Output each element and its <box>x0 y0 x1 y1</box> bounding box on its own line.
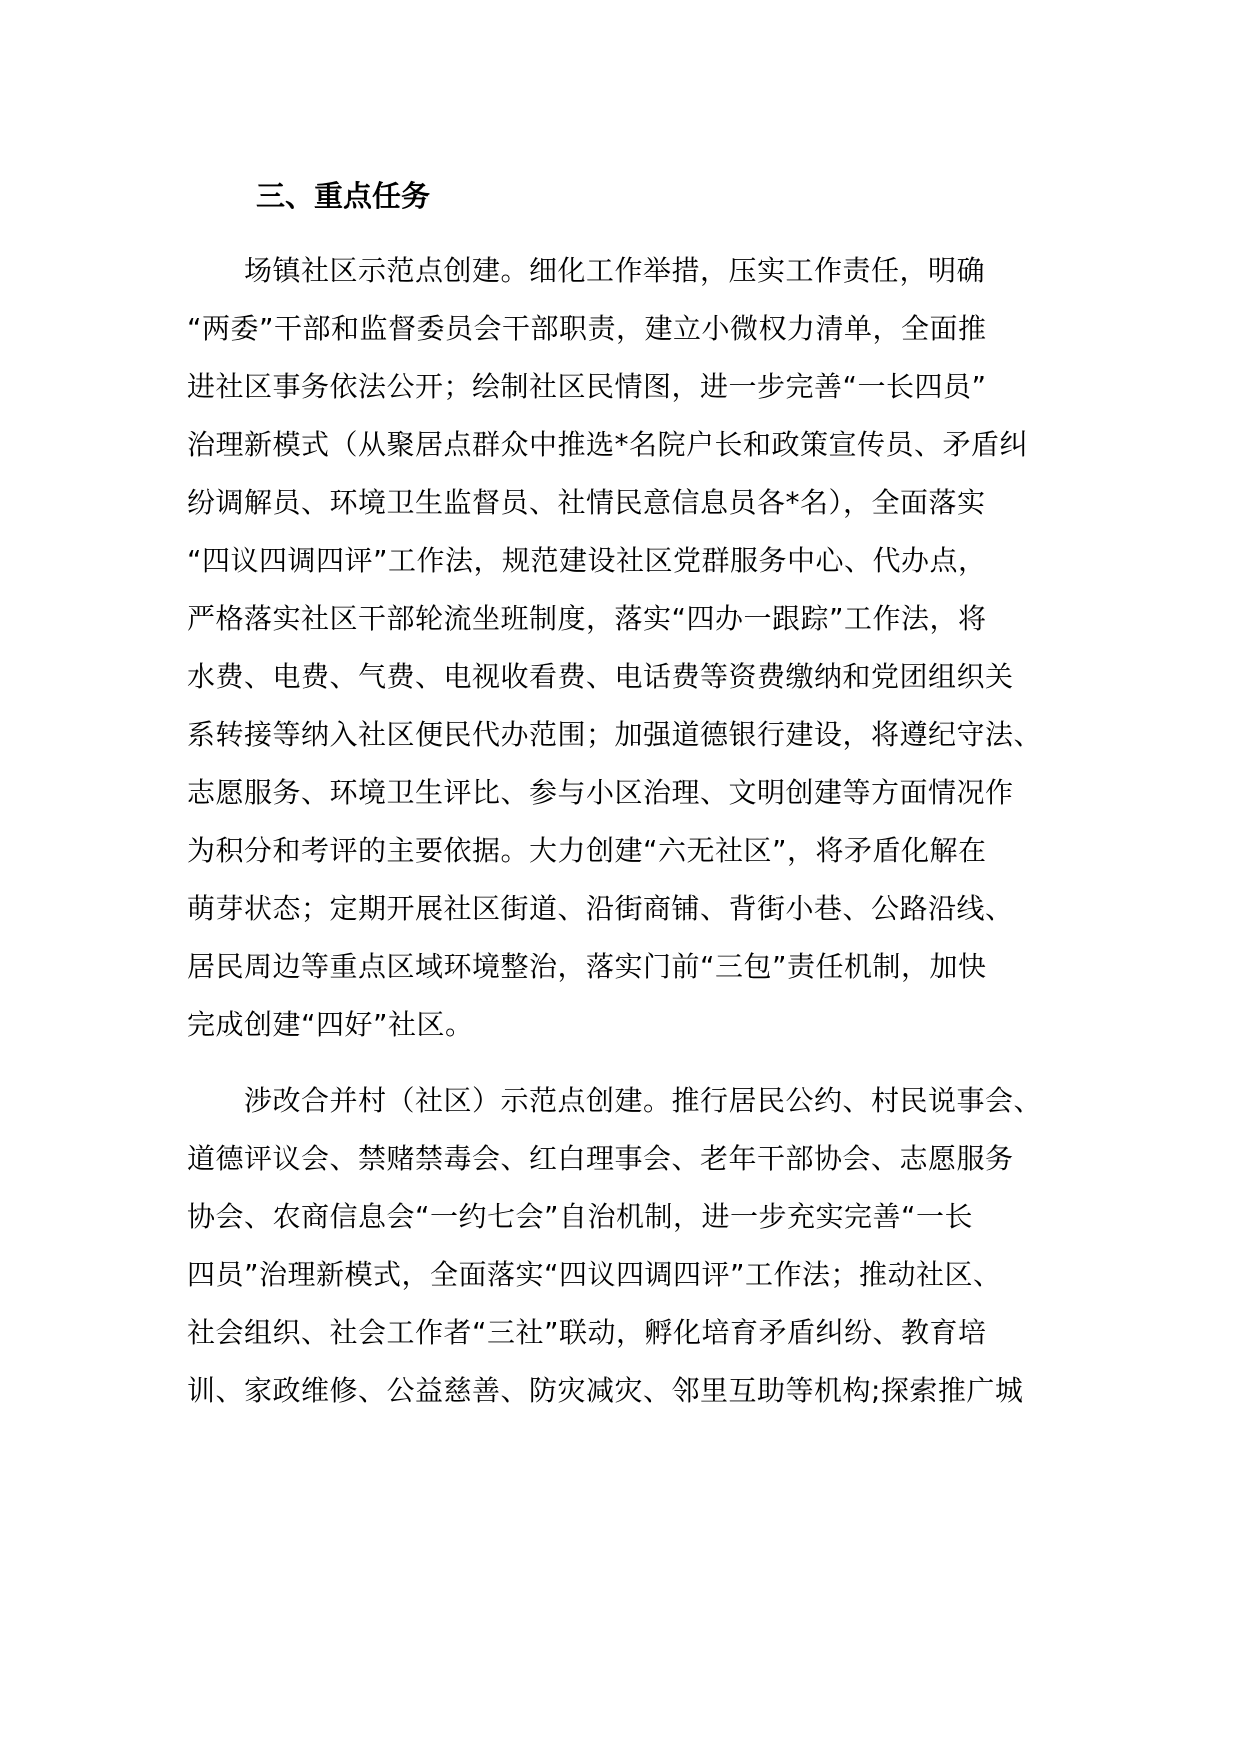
paragraph-line: 为积分和考评的主要依据。大力创建“六无社区”，将矛盾化解在 <box>187 834 987 867</box>
paragraph-line: 治理新模式（从聚居点群众中推选*名院户长和政策宣传员、矛盾纠 <box>187 428 1029 461</box>
paragraph-line: 道德评议会、禁赌禁毒会、红白理事会、老年干部协会、志愿服务 <box>187 1142 1014 1175</box>
paragraph-line: 协会、农商信息会“一约七会”自治机制，进一步充实完善“一长 <box>187 1200 974 1233</box>
paragraph-line: “两委”干部和监督委员会干部职责，建立小微权力清单，全面推 <box>187 312 987 345</box>
paragraph-line: 训、家政维修、公益慈善、防灾减灾、邻里互助等机构;探索推广城 <box>187 1374 1024 1407</box>
paragraph-line: 志愿服务、环境卫生评比、参与小区治理、文明创建等方面情况作 <box>187 776 1014 809</box>
paragraph-line: 水费、电费、气费、电视收看费、电话费等资费缴纳和党团组织关 <box>187 660 1014 693</box>
paragraph-line: 场镇社区示范点创建。细化工作举措，压实工作责任，明确 <box>187 254 986 287</box>
paragraph-line: 系转接等纳入社区便民代办范围；加强道德银行建设，将遵纪守法、 <box>187 718 1043 751</box>
paragraph-line: 纷调解员、环境卫生监督员、社情民意信息员各*名），全面落实 <box>187 486 986 519</box>
paragraph-line: 完成创建“四好”社区。 <box>187 1008 474 1041</box>
paragraph-line: 社会组织、社会工作者“三社”联动，孵化培育矛盾纠纷、教育培 <box>187 1316 987 1349</box>
paragraph-line: 涉改合并村（社区）示范点创建。推行居民公约、村民说事会、 <box>187 1084 1043 1117</box>
paragraph-line: 萌芽状态；定期开展社区街道、沿街商铺、背街小巷、公路沿线、 <box>187 892 1014 925</box>
section-heading: 三、重点任务 <box>256 179 431 213</box>
paragraph-line: 严格落实社区干部轮流坐班制度，落实“四办一跟踪”工作法，将 <box>187 602 987 635</box>
paragraph-line: 进社区事务依法公开；绘制社区民情图，进一步完善“一长四员” <box>187 370 987 403</box>
paragraph-line: “四议四调四评”工作法，规范建设社区党群服务中心、代办点， <box>187 544 987 577</box>
paragraph-line: 四员”治理新模式，全面落实“四议四调四评”工作法；推动社区、 <box>187 1258 1002 1291</box>
paragraph-line: 居民周边等重点区域环境整治，落实门前“三包”责任机制，加快 <box>187 950 987 983</box>
